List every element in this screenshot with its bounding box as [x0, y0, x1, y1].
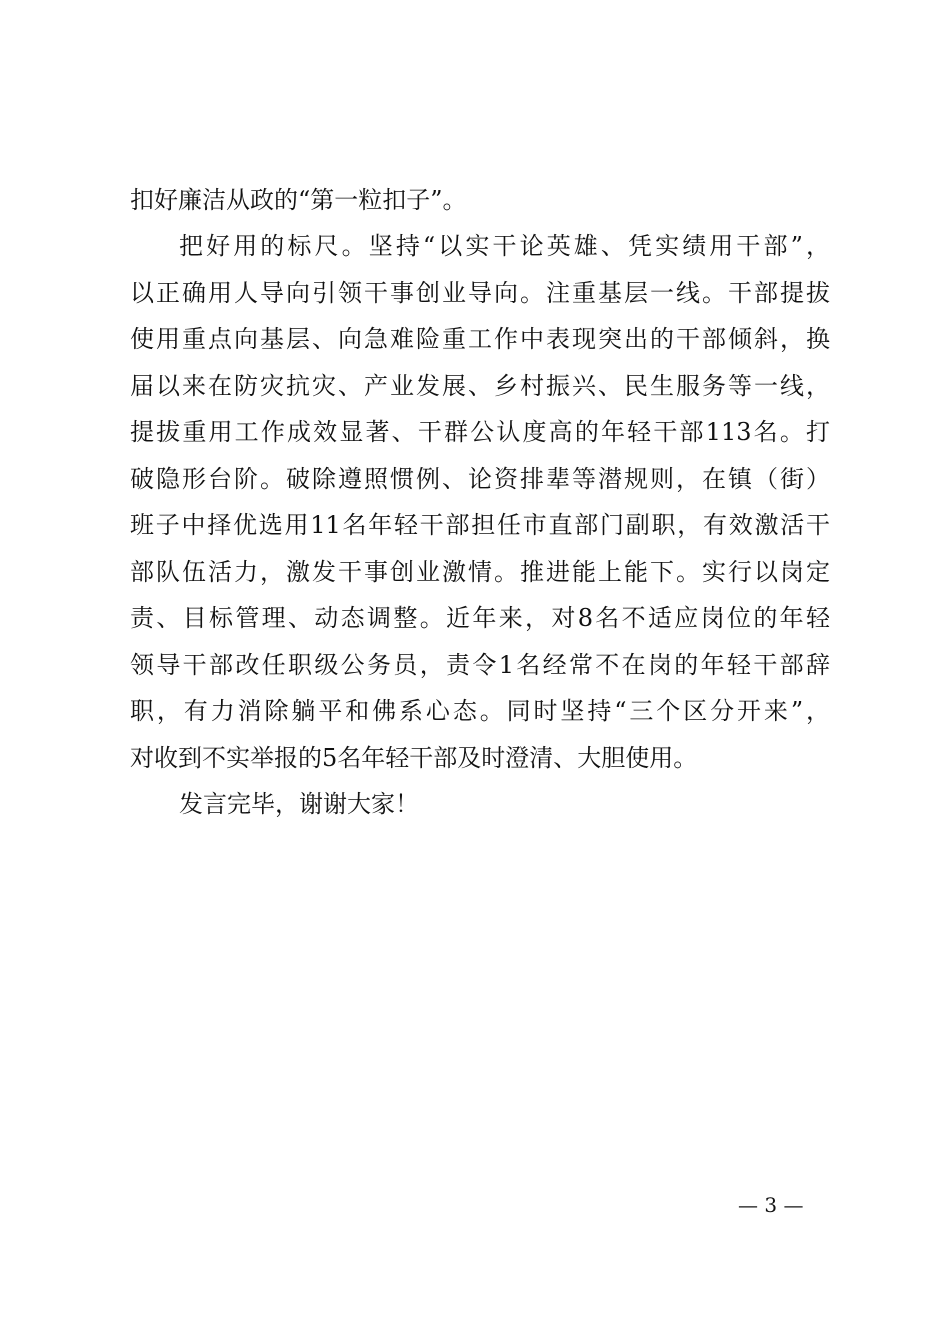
- text-line-6: 提拔重用工作成效显著、干群公认度高的年轻干部113名。打: [130, 418, 830, 446]
- text-line-10: 责、目标管理、动态调整。近年来，对8名不适应岗位的年轻: [130, 604, 830, 632]
- text-line-7: 破隐形台阶。破除遵照惯例、论资排辈等潜规则，在镇（街）: [130, 465, 830, 493]
- text-line-5: 届以来在防灾抗灾、产业发展、乡村振兴、民生服务等一线，: [130, 372, 830, 400]
- text-line-8: 班子中择优选用11名年轻干部担任市直部门副职，有效激活干: [130, 511, 830, 539]
- text-line-13: 对收到不实举报的5名年轻干部及时澄清、大胆使用。: [130, 744, 698, 772]
- text-line-3: 以正确用人导向引领干事创业导向。注重基层一线。干部提拔: [130, 279, 830, 307]
- text-line-11: 领导干部改任职级公务员，责令1名经常不在岗的年轻干部辞: [130, 651, 830, 679]
- closing-line: 发言完毕，谢谢大家！: [179, 790, 419, 818]
- page-number: — 3 —: [738, 1193, 804, 1217]
- text-line-1: 扣好廉洁从政的“第一粒扣子”。: [130, 186, 467, 214]
- text-line-2: 把好用的标尺。坚持“以实干论英雄、凭实绩用干部”，: [179, 232, 830, 260]
- text-line-12: 职，有力消除躺平和佛系心态。同时坚持“三个区分开来”，: [130, 697, 830, 725]
- text-line-9: 部队伍活力，激发干事创业激情。推进能上能下。实行以岗定: [130, 558, 830, 586]
- text-line-4: 使用重点向基层、向急难险重工作中表现突出的干部倾斜，换: [130, 325, 830, 353]
